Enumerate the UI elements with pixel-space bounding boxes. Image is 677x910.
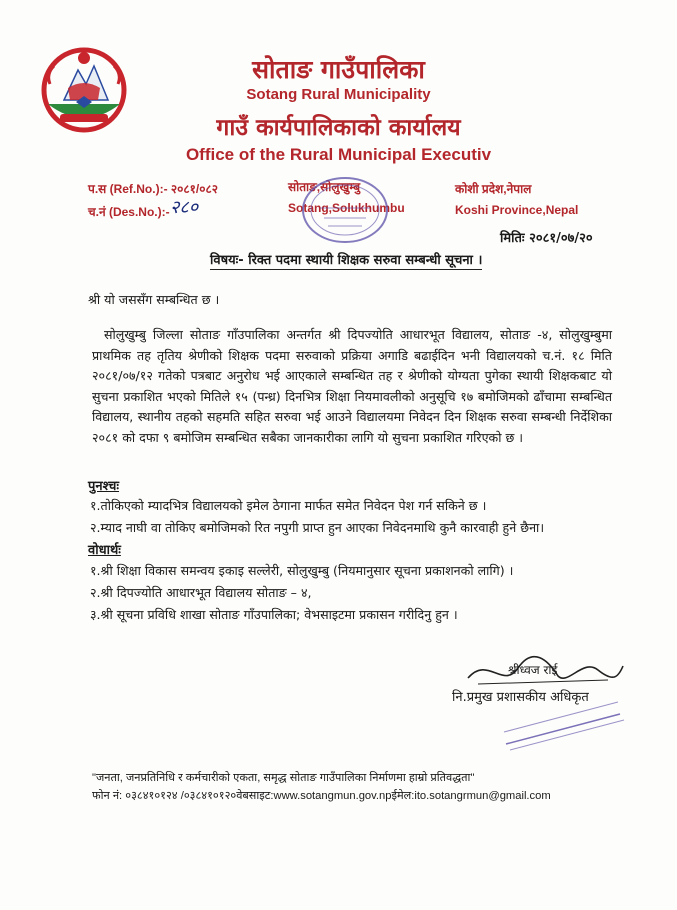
footer-contact: फोन नं: ०३८४१०१२४ /०३८४१०१२०वेबसाइट:www.sotangmun.gov.npईमेल:ito.sotangrmun@gmail.com <box>92 790 551 802</box>
municipality-name-en: Sotang Rural Municipality <box>246 86 431 103</box>
signatory-name: श्रीध्वज राई <box>508 663 558 677</box>
signatory-title: नि.प्रमुख प्रशासकीय अधिकृत <box>452 690 589 705</box>
cc-item: १.श्री शिक्षा विकास समन्वय इकाइ सल्लेरी, सोलुखुम्बु (नियमानुसार सूचना प्रकाशनको लागि) । <box>90 563 514 578</box>
ref-no: प.स (Ref.No.):- २०८१/०८२ <box>88 182 218 196</box>
subject-line: विषयः- रिक्त पदमा स्थायी शिक्षक सरुवा सम्बन्धी सूचना । <box>210 250 482 270</box>
des-no-label: च.नं (Des.No.):- <box>88 205 170 219</box>
cc-item: २.श्री दिपज्योति आधारभूत विद्यालय सोताङ – ४, <box>90 585 312 600</box>
postscript-item: १.तोकिएको म्यादभित्र विद्यालयको इमेल ठेगाना मार्फत समेत निवेदन पेश गर्न सकिने छ । <box>90 498 487 513</box>
office-name-en: Office of the Rural Municipal Executiv <box>185 145 492 164</box>
cc-heading: वोधार्थः <box>88 543 121 558</box>
salutation: श्री यो जससँग सम्बन्धित छ । <box>88 292 220 307</box>
province-en: Koshi Province,Nepal <box>455 203 579 217</box>
place-en: Sotang,Solukhumbu <box>288 201 405 215</box>
office-stamp-icon <box>290 168 400 246</box>
postscript-heading: पुनश्चः <box>88 479 120 494</box>
postscript-item: २.म्याद नाघी वा तोकिए बमोजिमको रित नपुगी प्राप्त हुन आएका निवेदनमाथि कुनै कारवाही हुने छैना। <box>90 520 545 535</box>
notice-paragraph: सोलुखुम्बु जिल्ला सोताङ गाँउपालिका अन्तर्गत श्री दिपज्योति आधारभूत विद्यालय, सोताङ -४, सोलुखुम्बुमा प्राथमिक तह तृतिय श्रेणीको शिक्षक पदमा सरुवाको प्रक्रिया अगाडि बढाईदिन भनी विद्यालयको च.नं. १८ मिति २०८१/०७/१२ गतेको पत्रबाट अनुरोध भई आएकाले सम्बन्धित तह र श्रेणीको योग्यता पुगेका स्थायी शिक्षकबाट यो सुचना प्रकाशित भएको मितिले १५ (पन्ध्र) दिनभित्र शिक्षा नियमावलीको अनुसूचि १७ बमोजिमको ढाँचामा सम्बन्धित विद्यालय, स्थानीय तहको सहमति सहित सरुवा भई आउने विद्यालयमा निवेदन दिन शिक्षक सरुवा सम्बन्धी निर्देशिका २०८१ को दफा ९ बमोजिम सम्बन्धित सबैका जानकारीका लागि यो सुचना प्रकाशित गरिएको छ । <box>92 327 612 445</box>
place-np: सोताङ,सोलुखुम्बु <box>288 180 361 194</box>
letter-date: मितिः २०८१/०७/२० <box>500 231 593 246</box>
municipality-name-np: सोताङ गाउँपालिका <box>252 55 425 84</box>
des-no-value: २८० <box>170 197 199 218</box>
province-np: कोशी प्रदेश,नेपाल <box>455 182 532 196</box>
office-name-np: गाउँ कार्यपालिकाको कार्यालय <box>216 115 461 141</box>
official-seal-icon <box>498 694 628 752</box>
footer-motto: "जनता, जनप्रतिनिधि र कर्मचारीको एकता, समृद्ध सोताङ गाउँपालिका निर्माणमा हाम्रो प्रतिवद्धता" <box>92 772 475 784</box>
cc-item: ३.श्री सूचना प्रविधि शाखा सोताङ गाँउपालिका; वेभसाइटमा प्रकासन गरीदिनु हुन । <box>90 607 458 622</box>
